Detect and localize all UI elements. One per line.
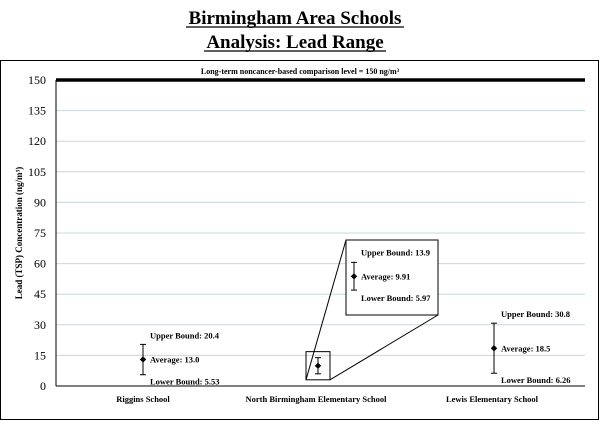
y-tick-label: 30 [34, 317, 46, 332]
outer-frame [1, 61, 599, 420]
y-tick-labels [28, 73, 46, 393]
lower-bound-label: Lower Bound: 5.53 [150, 376, 220, 387]
average-marker [140, 356, 146, 362]
series [140, 309, 571, 387]
category-labels [116, 394, 538, 404]
upper-bound-label: Upper Bound: 30.8 [501, 309, 571, 320]
average-marker [315, 363, 321, 369]
y-tick-label: 90 [34, 195, 46, 210]
y-tick-label: 105 [28, 164, 46, 179]
upper-bound-label: Upper Bound: 20.4 [150, 330, 220, 341]
inset-upper-bound-label: Upper Bound: 13.9 [361, 247, 431, 258]
series-1 [140, 330, 220, 386]
reference-line-label: Long-term noncancer-based comparison level = 150 ng/m³ [200, 67, 400, 76]
y-tick-label: 75 [34, 226, 46, 240]
category-label: Lewis Elementary School [445, 394, 539, 404]
chart-title: Birmingham Area Schools [188, 8, 402, 29]
zoom-inset [306, 240, 438, 380]
average-label: Average: 18.5 [501, 343, 551, 354]
y-axis-label: Lead (TSP) Concentration (ng/m³) [14, 166, 24, 300]
category-label: North Birmingham Elementary School [245, 394, 387, 404]
inset-average-label: Average: 9.91 [361, 271, 411, 282]
y-tick-label: 60 [34, 256, 46, 271]
y-tick-label: 15 [34, 348, 46, 363]
y-tick-label: 135 [28, 103, 46, 118]
chart-subtitle: Analysis: Lead Range [206, 32, 384, 53]
lower-bound-label: Lower Bound: 6.26 [501, 375, 571, 386]
inset-connector [306, 240, 346, 380]
inset-lower-bound-label: Lower Bound: 5.97 [361, 293, 431, 304]
y-tick-label: 45 [34, 287, 46, 302]
y-tick-label: 120 [28, 134, 46, 149]
y-tick-label: 150 [28, 73, 46, 87]
average-marker [491, 345, 497, 351]
y-tick-label: 0 [40, 379, 46, 393]
average-label: Average: 13.0 [150, 354, 200, 365]
category-label: Riggins School [116, 394, 170, 404]
series-3 [491, 309, 571, 385]
